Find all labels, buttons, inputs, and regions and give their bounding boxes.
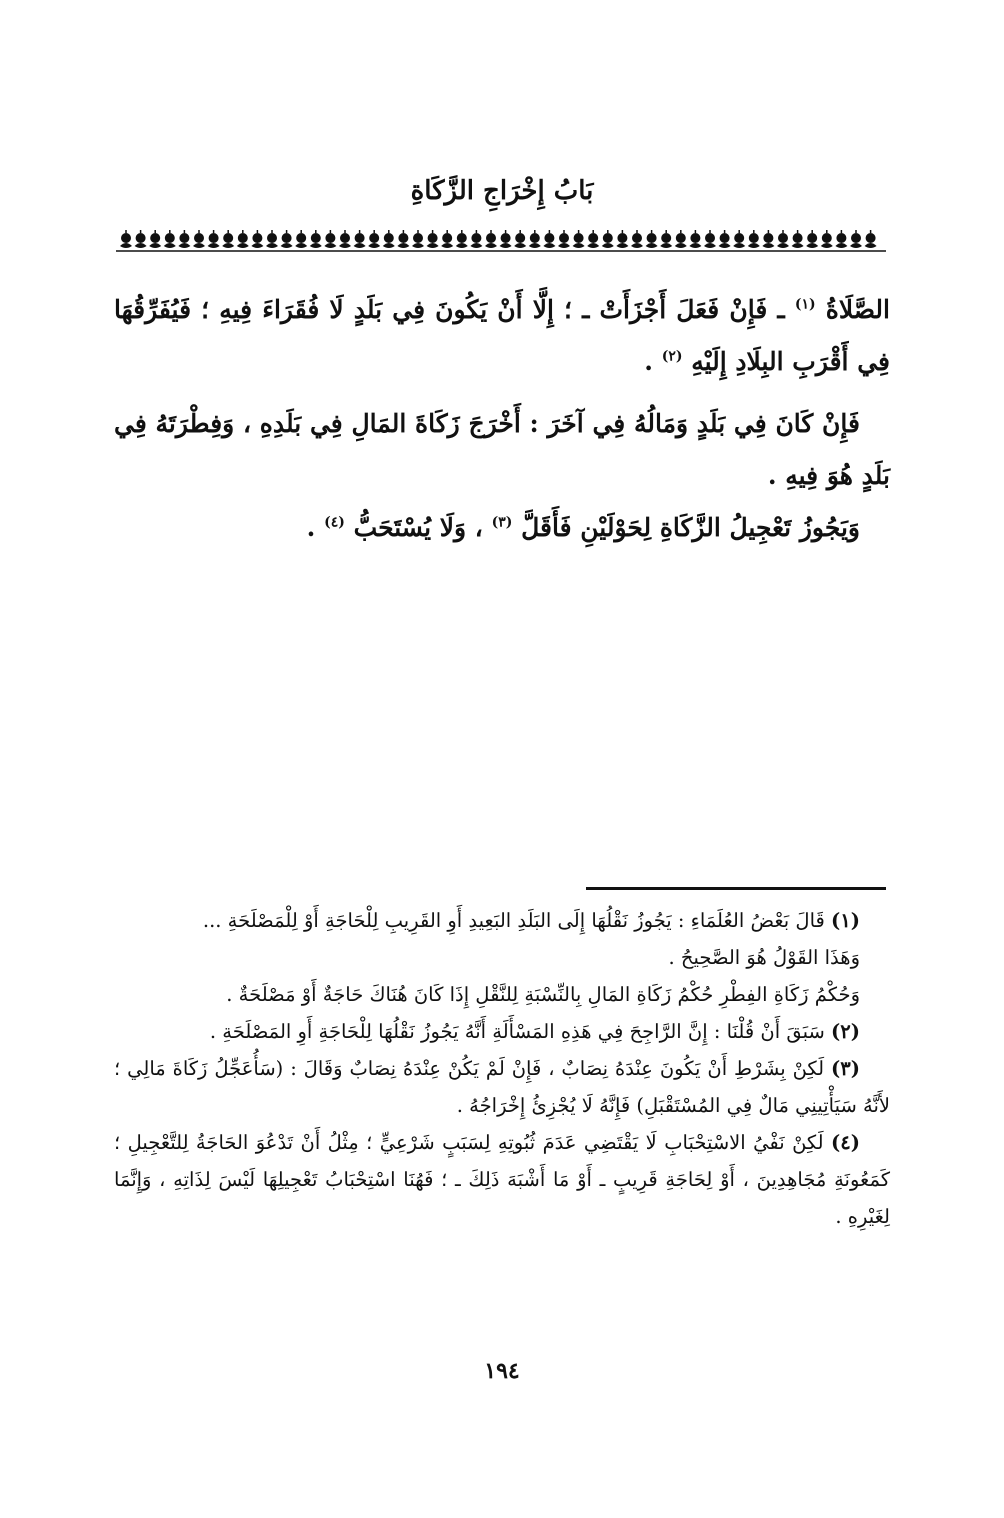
ornament-motif xyxy=(427,230,439,248)
ornament-motif xyxy=(500,230,512,248)
ornament-motif xyxy=(543,230,555,248)
footnote-number: (٤) xyxy=(831,1131,860,1154)
footnote-number: (٢) xyxy=(831,1020,860,1043)
ornament-motif xyxy=(397,230,409,248)
ornament-motif xyxy=(310,230,322,248)
chapter-title: بَابُ إِخْرَاجِ الزَّكَاةِ xyxy=(410,176,594,206)
footnote-separator xyxy=(586,887,886,890)
text-segment: . xyxy=(644,347,653,376)
floral-border-icon xyxy=(116,226,886,254)
main-text xyxy=(114,284,890,554)
page-number: ١٩٤ xyxy=(484,1358,520,1384)
ornament-motif xyxy=(602,230,614,248)
ornament-motif xyxy=(835,230,847,248)
ornament-motif xyxy=(237,230,249,248)
ornament-motif xyxy=(193,230,205,248)
paragraph-2: فَإِنْ كَانَ فِي بَلَدٍ وَمَالُهُ فِي آخَرَ : أَخْرَجَ زَكَاةَ المَالِ فِي بَلَدِهِ ، وَفِطْرَتَهُ فِي بَلَدٍ هُوَ فِيهِ . xyxy=(114,409,890,490)
footnote-3 xyxy=(114,1050,890,1124)
ornament-motif xyxy=(792,230,804,248)
footnote-ref[interactable]: (٤) xyxy=(324,514,345,531)
ornament-motif xyxy=(456,230,468,248)
footnote-ref[interactable]: (١) xyxy=(794,296,816,313)
footnotes xyxy=(114,902,890,1235)
ornament-motif xyxy=(733,230,745,248)
ornament-motif xyxy=(120,230,132,248)
ornament-motif xyxy=(660,230,672,248)
ornament-motif xyxy=(149,230,161,248)
ornament-motif xyxy=(324,230,336,248)
text-segment: وَيَجُوزُ تَعْجِيلُ الزَّكَاةِ لِحَوْلَيْنِ فَأَقَلَّ xyxy=(521,513,860,542)
footnote-number: (٣) xyxy=(831,1057,860,1080)
ornament-motif xyxy=(368,230,380,248)
ornament-motif xyxy=(281,230,293,248)
ornament-motif xyxy=(441,230,453,248)
ornament-motif xyxy=(164,230,176,248)
ornament-motif xyxy=(821,230,833,248)
ornament-motif xyxy=(850,230,862,248)
footnote-2 xyxy=(114,1013,890,1050)
footnote-number: (١) xyxy=(831,909,860,932)
ornament-motif xyxy=(383,230,395,248)
footnote-text: سَبَقَ أَنْ قُلْنَا : إِنَّ الرَّاجِحَ فِي هَذِهِ المَسْأَلَةِ أَنَّهُ يَجُوزُ نَقْلُهَا لِلْحَاجَةِ أَوِ المَصْلَحَةِ . xyxy=(209,1020,825,1043)
paragraph-1 xyxy=(114,284,890,388)
footnote-text: قَالَ بَعْضُ العُلَمَاءِ : يَجُوزُ نَقْلُهَا إِلَى البَلَدِ البَعِيدِ أَوِ القَرِيبِ لِلْحَاجَةِ أَوْ لِلْمَصْلَحَةِ ... xyxy=(202,909,825,932)
ornament-motif xyxy=(470,230,482,248)
ornament-motif xyxy=(762,230,774,248)
ornament-motif xyxy=(675,230,687,248)
paragraph-3 xyxy=(114,502,890,554)
ornament-motif xyxy=(631,230,643,248)
ornament-motif xyxy=(251,230,263,248)
ornament-motif xyxy=(412,230,424,248)
ornament-motif xyxy=(616,230,628,248)
footnote-1 xyxy=(114,902,890,939)
ornament-motif xyxy=(689,230,701,248)
footnote-text: لَكِنْ نَفْيُ الاسْتِحْبَابِ لَا يَقْتَضِي عَدَمَ ثُبُوتِهِ لِسَبَبٍ شَرْعِيٍّ ؛ مِثْلُ أَنْ تَدْعُوَ الحَاجَةُ لِلتَّعْجِيلِ ؛ كَمَعُونَةِ مُجَاهِدِينَ ، أَوْ لِحَاجَةِ قَرِيبٍ ـ أَوْ مَا أَشْبَهَ ذَلِكَ ـ ؛ فَهُنَا اسْتِحْبَابُ تَعْجِيلِهَا لَيْسَ لِذَاتِهِ ، وَإِنَّمَا لِغَيْرِهِ . xyxy=(114,1131,890,1228)
ornament-motif xyxy=(529,230,541,248)
ornament-motif xyxy=(865,230,877,248)
ornament-motif xyxy=(514,230,526,248)
ornament-motif xyxy=(208,230,220,248)
ornament-motif xyxy=(558,230,570,248)
text-segment: الصَّلَاةُ xyxy=(825,295,890,324)
ornament-motif xyxy=(704,230,716,248)
ornament-motif xyxy=(587,230,599,248)
ornament-motif xyxy=(266,230,278,248)
ornament-motif xyxy=(646,230,658,248)
ornament-motif xyxy=(178,230,190,248)
footnote-ref[interactable]: (٢) xyxy=(661,348,683,365)
ornament-motif xyxy=(135,230,147,248)
text-segment: ـ فَإِنْ فَعَلَ أَجْزَأَتْ ـ ؛ إِلَّا أَنْ يَكُونَ فِي بَلَدٍ لَا فُقَرَاءَ فِيهِ ؛ فَيُفَرِّقُهَا فِي أَقْرَبِ البِلَادِ إِلَيْهِ xyxy=(114,295,890,376)
ornament-motif xyxy=(806,230,818,248)
footnote-1-line-2: وَهَذَا القَوْلُ هُوَ الصَّحِيحُ . xyxy=(668,946,860,969)
footnote-text: لَكِنْ بِشَرْطِ أَنْ يَكُونَ عِنْدَهُ نِصَابٌ ، فَإِنْ لَمْ يَكُنْ عِنْدَهُ نِصَابٌ وَقَالَ : (سَأُعَجِّلُ زَكَاةَ مَالِي ؛ لأَنَّهُ سَيَأْتِينِي مَالٌ فِي المُسْتَقْبَلِ) فَإِنَّهُ لَا يُجْزِئُ إِخْرَاجُهُ . xyxy=(114,1057,890,1117)
ornament-motif xyxy=(748,230,760,248)
footnote-4 xyxy=(114,1124,890,1235)
ornament-motif xyxy=(295,230,307,248)
footnote-1-line-3: وَحُكْمُ زَكَاةِ الفِطْرِ حُكْمُ زَكَاةِ المَالِ بِالنِّسْبَةِ لِلنَّقْلِ إِذَا كَانَ هُنَاكَ حَاجَةٌ أَوْ مَصْلَحَةٌ . xyxy=(226,983,860,1006)
ornament-motif xyxy=(777,230,789,248)
ornament-motif xyxy=(485,230,497,248)
ornament-motif xyxy=(354,230,366,248)
ornament-motif xyxy=(573,230,585,248)
ornament-motif xyxy=(222,230,234,248)
footnote-ref[interactable]: (٣) xyxy=(491,514,513,531)
text-segment: ، وَلَا يُسْتَحَبُّ xyxy=(353,513,483,542)
ornament-motif xyxy=(339,230,351,248)
text-segment: . xyxy=(306,513,316,542)
ornament-motif xyxy=(719,230,731,248)
